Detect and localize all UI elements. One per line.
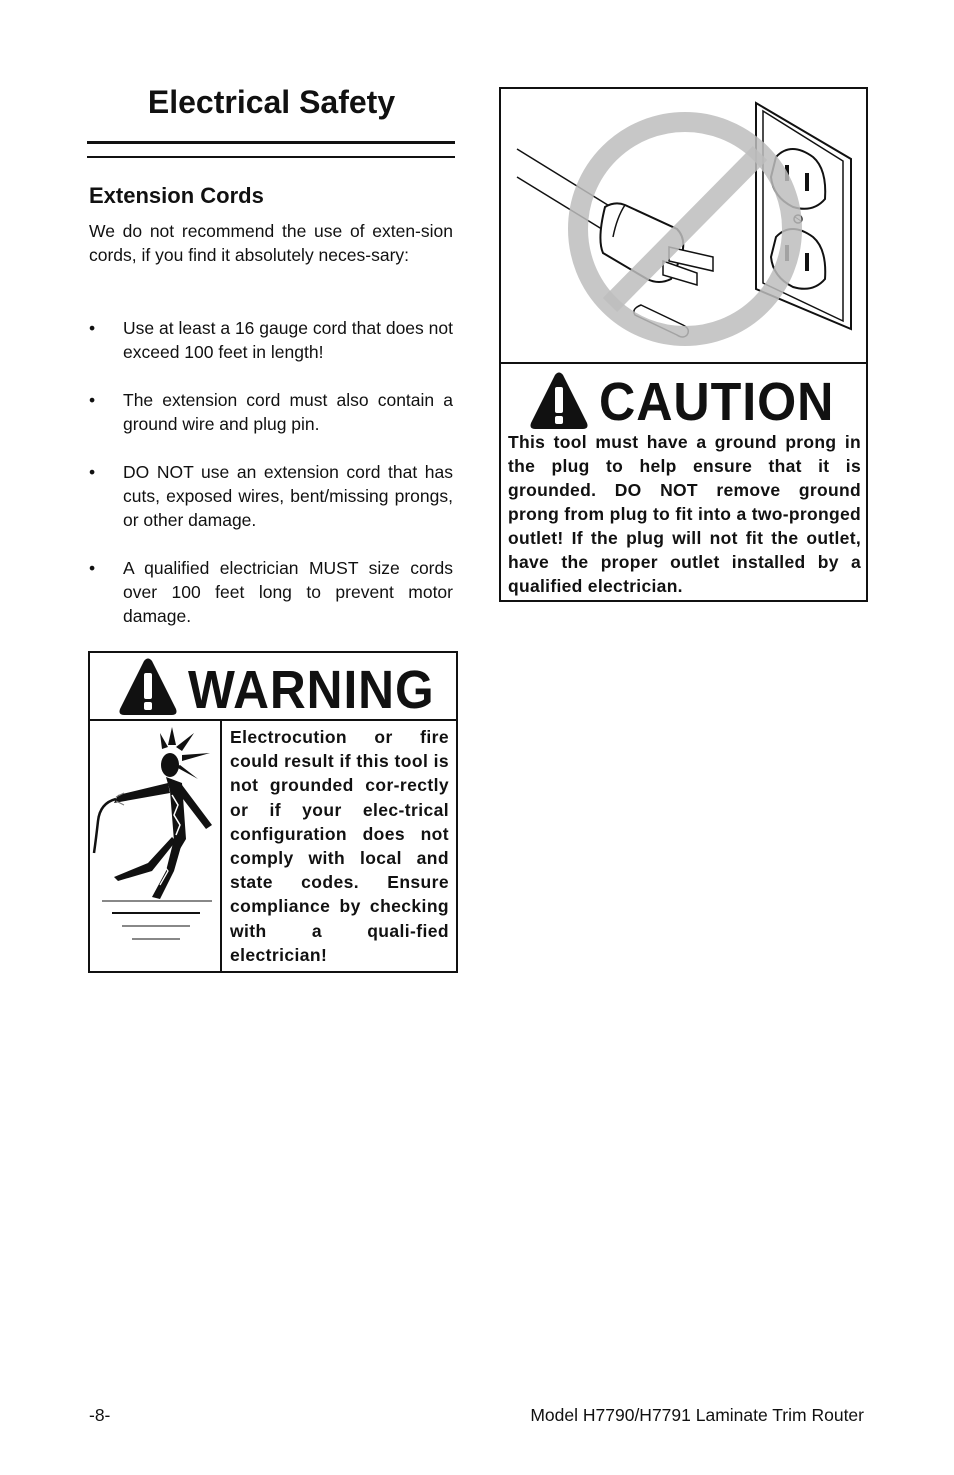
electrocution-figure-icon xyxy=(90,721,222,971)
warning-box xyxy=(88,651,458,973)
warning-label: WARNING xyxy=(188,660,435,720)
list-item xyxy=(89,316,453,364)
list-item-text: A qualified electrician MUST size cords over 100 feet long to prevent motor damage. xyxy=(123,558,453,626)
alert-triangle-icon xyxy=(525,371,605,431)
list-item-text: Use at least a 16 gauge cord that does not exceed 100 feet in length! xyxy=(123,318,453,362)
warning-text: Electrocution or fire could result if this tool is not grounded cor-rectly or if your elec-trical configuration does not comply with local and state codes. Ensure compliance by checking with a quali-fied electrician! xyxy=(230,727,449,965)
list-item xyxy=(89,556,453,628)
page-number: -8- xyxy=(89,1405,111,1425)
bullet-icon: • xyxy=(89,462,96,482)
warning-header xyxy=(90,653,456,721)
footer-model: Model H7790/H7791 Laminate Trim Router xyxy=(530,1405,864,1425)
title-rule-thick xyxy=(87,141,455,144)
bullet-icon: • xyxy=(89,558,96,578)
bullet-icon: • xyxy=(89,318,96,338)
caution-box xyxy=(499,87,868,602)
list-item xyxy=(89,460,453,532)
list-item-text: DO NOT use an extension cord that has cuts, exposed wires, bent/missing prongs, or other damage. xyxy=(123,462,453,530)
title-rule-thin xyxy=(87,156,455,158)
list-item xyxy=(89,388,453,436)
list-item-text: The extension cord must also contain a ground wire and plug pin. xyxy=(123,390,453,434)
page-title: Electrical Safety xyxy=(147,84,396,120)
caution-label: CAUTION xyxy=(599,372,835,432)
extension-cords-intro: We do not recommend the use of exten-sion cords, if you find it absolutely neces-sary: xyxy=(89,221,453,265)
alert-triangle-icon xyxy=(114,657,194,717)
extension-cords-title: Extension Cords xyxy=(89,183,264,208)
extension-cords-list xyxy=(89,316,453,652)
no-ground-prong-removal-icon xyxy=(501,89,866,364)
bullet-icon: • xyxy=(89,390,96,410)
caution-text: This tool must have a ground prong in the plug to help ensure that it is grounded. DO NOT remove ground prong from plug to fit into a two-pronged outlet! If the plug will not fit the outlet, have the proper outlet installed by a qualified electrician. xyxy=(508,432,861,596)
